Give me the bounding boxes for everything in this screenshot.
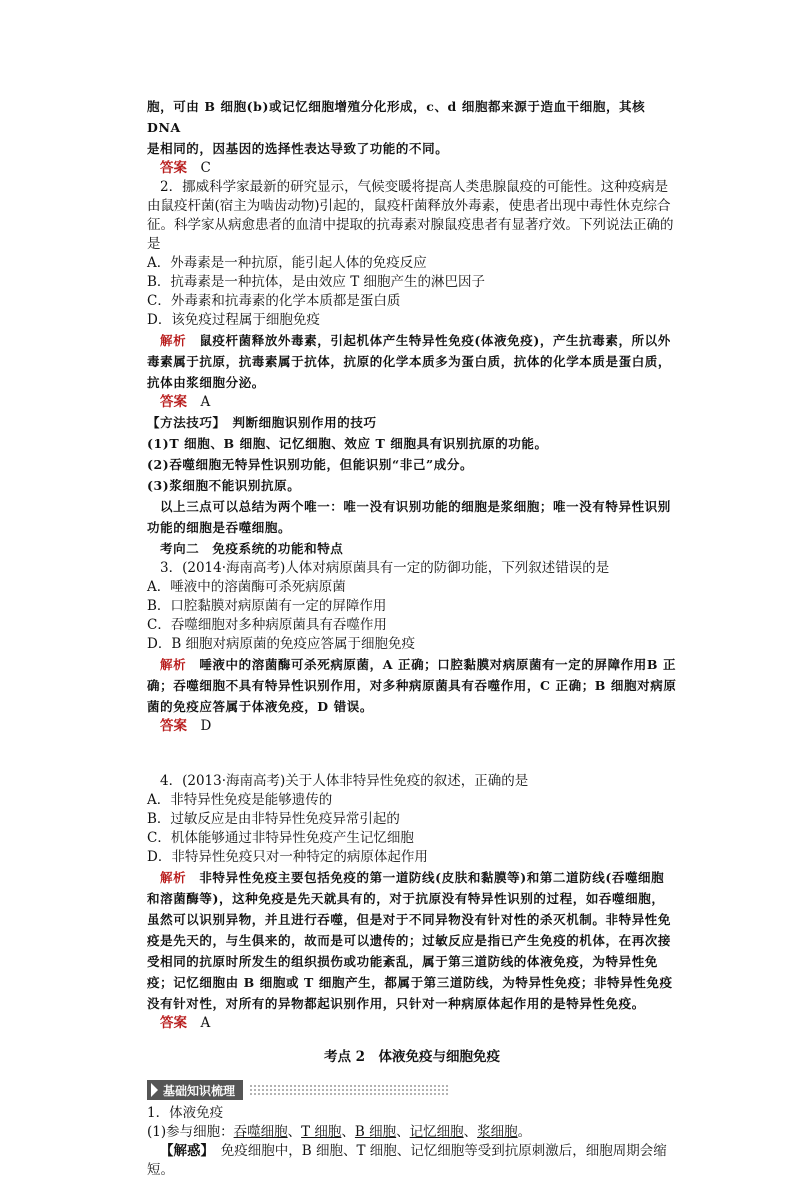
explanation: [147, 867, 677, 1014]
paragraph: 是相同的，因基因的选择性表达导致了功能的不同。: [147, 141, 449, 156]
cell-term: 浆细胞: [477, 1124, 518, 1140]
method-item: (3)浆细胞不能识别抗原。: [147, 478, 301, 493]
separator: 、: [287, 1124, 302, 1140]
answer-line: [147, 159, 677, 178]
document-page: [147, 96, 677, 1180]
jiehuo-text: 免疫细胞中，B 细胞、T 细胞、记忆细胞等受到抗原刺激后，细胞周期会缩短。: [147, 1143, 667, 1178]
option-d: D．B 细胞对病原菌的免疫应答属于细胞免疫: [147, 636, 416, 652]
cell-term: 记忆细胞: [409, 1124, 464, 1140]
method-summary: 以上三点可以总结为两个唯一：唯一没有识别功能的细胞是浆细胞；唯一没有特异性识别功能的细胞是吞噬细胞。: [147, 499, 671, 535]
option-d: D．非特异性免疫只对一种特定的病原体起作用: [147, 849, 428, 865]
method-item: (1)T 细胞、B 细胞、记忆细胞、效应 T 细胞具有识别抗原的功能。: [147, 436, 548, 451]
answer-label: 答案: [160, 1015, 187, 1031]
banner-tag: [147, 1080, 243, 1100]
period: 。: [517, 1124, 532, 1140]
method-title: 【方法技巧】 判断细胞识别作用的技巧: [147, 415, 377, 430]
option-a: A．唾液中的溶菌酶可杀死病原菌: [147, 579, 346, 595]
jiehuo-note: [147, 1142, 677, 1180]
question-stem: 2．挪威科学家最新的研究显示，气候变暖将提高人类患腺鼠疫的可能性。这种疫病是由鼠疫杆菌(宿主为啮齿动物)引起的，鼠疫杆菌释放外毒素，使患者出现中毒性休克综合征。科学家从病愈患者的血清中提取的抗毒素对腺鼠疫患者有显著疗效。下列说法正确的是: [147, 179, 674, 252]
explanation-text: 唾液中的溶菌酶可杀死病原菌，A 正确；口腔黏膜对病原菌有一定的屏障作用B 正确；吞噬细胞不具有特异性识别作用，对多种病原菌具有吞噬作用，C 正确；B 细胞对病原菌的免疫应答属于体液免疫，D 错误。: [147, 657, 677, 714]
answer-line: [147, 1014, 677, 1033]
participating-cells: [147, 1123, 677, 1142]
play-arrow-icon: [151, 1083, 158, 1097]
kaodian-title: 考点 2 体液免疫与细胞免疫: [323, 1048, 501, 1065]
explanation-text: 非特异性免疫主要包括免疫的第一道防线(皮肤和黏膜等)和第二道防线(吞噬细胞和溶菌酶等)，这种免疫是先天就具有的，对于抗原没有特异性识别的过程，如吞噬细胞，虽然可以识别异物，并且进行吞噬，但是对于不同异物没有针对性的杀灭机制。非特异性免疫是先天的，与生俱来的，故而是可以遗传的；过敏反应是指已产生免疫的机体，在再次接受相同的抗原时所发生的组织损伤或功能紊乱，属于第三道防线的体液免疫，为特异性免疫；记忆细胞由 B 细胞或 T 细胞产生，都属于第三道防线，为特异性免疫；非特异性免疫没有针对性，对所有的异物都起识别作用，只针对一种病原体起作用的是特异性免疫。: [147, 870, 673, 1011]
option-b: B．过敏反应是由非特异性免疫异常引起的: [147, 811, 400, 827]
explanation-text: 鼠疫杆菌释放外毒素，引起机体产生特异性免疫(体液免疫)，产生抗毒素，所以外毒素属于抗原，抗毒素属于抗体，抗原的化学本质多为蛋白质，抗体的化学本质是蛋白质，抗体由浆细胞分泌。: [147, 333, 672, 390]
cell-term: B 细胞: [354, 1124, 397, 1140]
answer-value: A: [200, 394, 211, 410]
question-stem: 4．(2013·海南高考)关于人体非特异性免疫的叙述，正确的是: [160, 773, 529, 789]
option-c: C．吞噬细胞对多种病原菌具有吞噬作用: [147, 617, 387, 633]
separator: 、: [396, 1124, 410, 1140]
dotted-rule: [249, 1084, 449, 1096]
cell-term: T 细胞: [301, 1124, 342, 1140]
answer-label: 答案: [160, 160, 187, 176]
explanation-label: 解析: [160, 333, 187, 348]
answer-value: C: [200, 160, 211, 176]
answer-value: D: [200, 718, 212, 734]
separator: 、: [463, 1124, 478, 1140]
subsection-heading: 1．体液免疫: [147, 1105, 224, 1121]
explanation-label: 解析: [160, 657, 187, 672]
section-heading: 考向二 免疫系统的功能和特点: [160, 541, 344, 556]
cells-prefix: (1)参与细胞：: [147, 1124, 234, 1140]
option-c: C．机体能够通过非特异性免疫产生记忆细胞: [147, 830, 414, 846]
cell-term: 吞噬细胞: [233, 1124, 288, 1140]
question-stem: 3．(2014·海南高考)人体对病原菌具有一定的防御功能，下列叙述错误的是: [160, 560, 610, 576]
option-c: C．外毒素和抗毒素的化学本质都是蛋白质: [147, 293, 401, 309]
spacer: [147, 736, 677, 772]
paragraph: 胞，可由 B 细胞(b)或记忆细胞增殖分化形成，c、d 细胞都来源于造血干细胞，其核 DNA: [147, 99, 646, 135]
option-b: B．口腔黏膜对病原菌有一定的屏障作用: [147, 598, 387, 614]
answer-label: 答案: [160, 394, 187, 410]
section-banner: [147, 1080, 677, 1100]
explanation: [147, 330, 677, 393]
method-item: (2)吞噬细胞无特异性识别功能，但能识别“非己”成分。: [147, 457, 474, 472]
answer-line: [147, 393, 677, 412]
explanation: [147, 654, 677, 717]
jiehuo-label: 【解惑】: [160, 1143, 208, 1159]
option-d: D．该免疫过程属于细胞免疫: [147, 312, 320, 328]
option-b: B．抗毒素是一种抗体，是由效应 T 细胞产生的淋巴因子: [147, 274, 486, 290]
separator: 、: [341, 1124, 355, 1140]
option-a: A．非特异性免疫是能够遗传的: [147, 792, 333, 808]
answer-value: A: [200, 1015, 211, 1031]
banner-label: 基础知识梳理: [163, 1083, 236, 1098]
answer-label: 答案: [160, 718, 187, 734]
option-a: A．外毒素是一种抗原，能引起人体的免疫反应: [147, 255, 427, 271]
answer-line: [147, 717, 677, 736]
explanation-label: 解析: [160, 870, 187, 885]
